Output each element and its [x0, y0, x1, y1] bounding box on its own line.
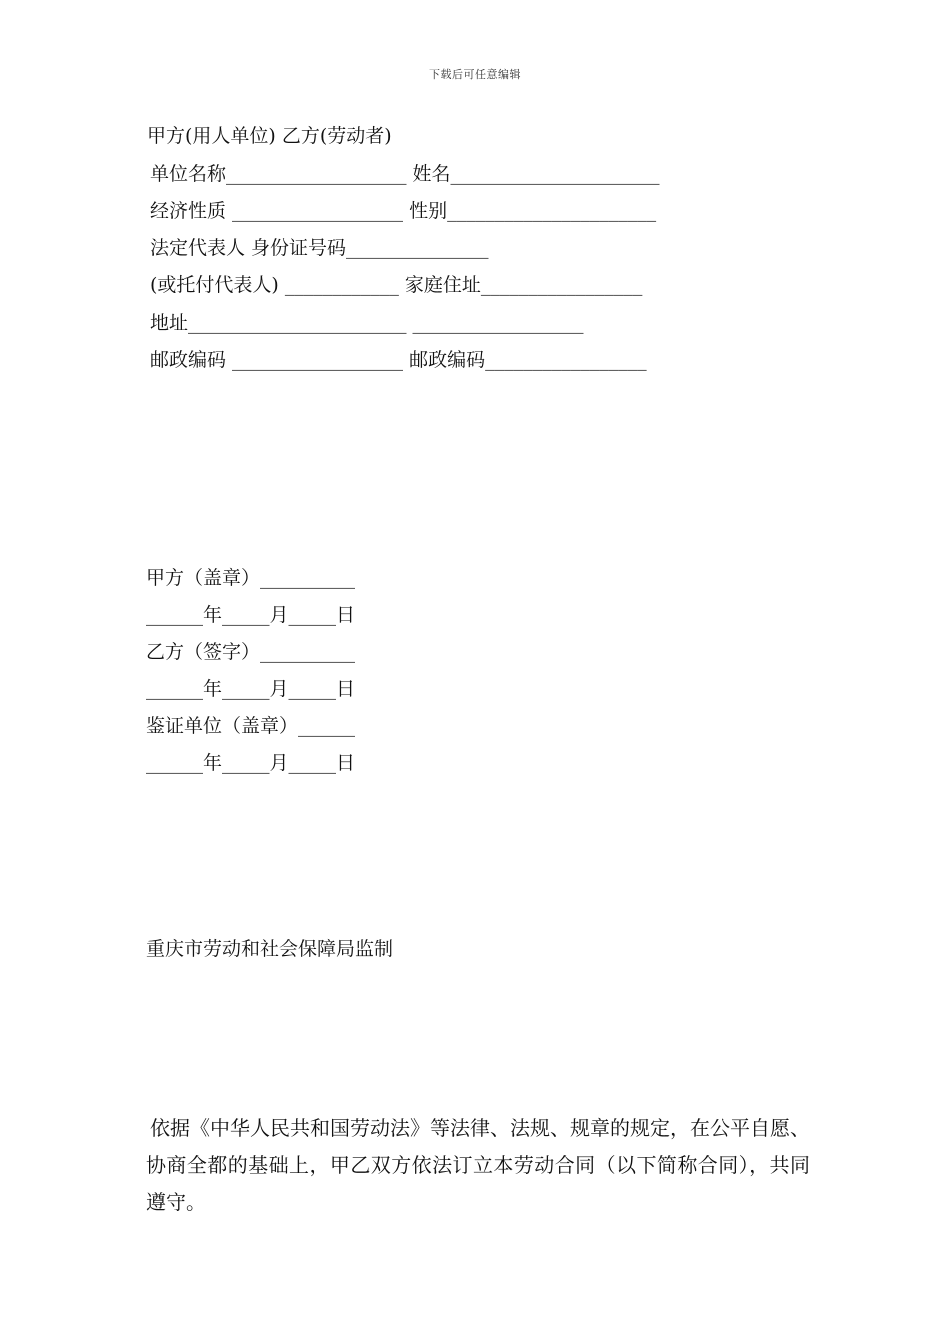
supervisor-text: 重庆市劳动和社会保障局监制 — [146, 938, 394, 960]
party-a-seal-line: 甲方（盖章）__________ — [146, 567, 356, 589]
intro-paragraph: 依据《中华人民共和国劳动法》等法律、法规、规章的规定，在公平自愿、协商全都的基础上，甲乙双方依法订立本劳动合同（以下简称合同），共同遵守。 — [146, 1116, 810, 1214]
unit-name-line: 单位名称___________________ 姓名______________________ — [150, 163, 660, 185]
authorized-representative-line: (或托付代表人) ____________ 家庭住址_________________ — [150, 274, 643, 296]
economic-nature-line: 经济性质 __________________ 性别______________________ — [150, 200, 657, 222]
party-heading-line: 甲方(用人单位) 乙方(劳动者) — [147, 125, 392, 147]
party-b-date-line: ______年_____月_____日 — [146, 678, 356, 700]
party-a-date-line: ______年_____月_____日 — [146, 604, 356, 626]
address-line: 地址_______________________ __________________ — [150, 312, 584, 334]
postal-code-line: 邮政编码 __________________ 邮政编码_________________ — [150, 349, 647, 371]
party-b-sign-line: 乙方（签字）__________ — [146, 641, 356, 663]
verifier-seal-line: 鉴证单位（盖章）______ — [146, 715, 356, 737]
legal-representative-line: 法定代表人 身份证号码_______________ — [150, 237, 489, 259]
header-note: 下载后可任意编辑 — [429, 68, 521, 81]
verifier-date-line: ______年_____月_____日 — [146, 752, 356, 774]
